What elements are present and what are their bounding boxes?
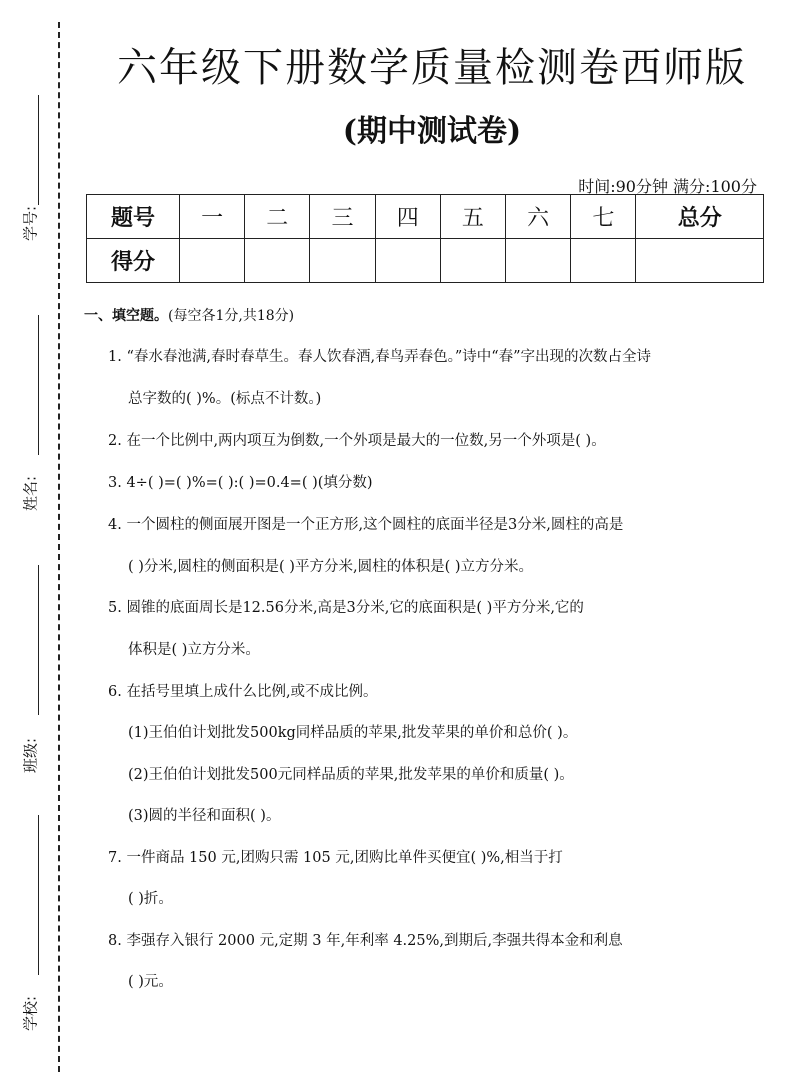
question-6-part-1: (1)王伯伯计划批发500kg同样品质的苹果,批发苹果的单价和总价( )。 — [128, 725, 578, 741]
score-table — [86, 194, 764, 283]
school-field[interactable] — [10, 815, 54, 1035]
question-3: 3. 4÷( )=( )%=( ):( )=0.4=( )(填分数) — [108, 475, 373, 491]
column-header: 五 — [440, 195, 505, 239]
question-8-line-1: 8. 李强存入银行 2000 元,定期 3 年,年利率 4.25%,到期后,李强共得本金和利息 — [108, 933, 623, 949]
section-note: (每空各1分,共18分) — [168, 308, 295, 324]
student-id-label: 学号: — [21, 205, 40, 242]
column-header: 四 — [375, 195, 440, 239]
question-1-line-1: 1. “春水春池满,春时春草生。春人饮春酒,春鸟弄春色。”诗中“春”字出现的次数占全诗 — [108, 349, 652, 365]
question-4-line-1: 4. 一个圆柱的侧面展开图是一个正方形,这个圆柱的底面半径是3分米,圆柱的高是 — [108, 517, 624, 533]
name-label: 姓名: — [21, 475, 40, 512]
section-heading — [84, 305, 294, 325]
binding-margin — [0, 0, 70, 1072]
section-title: 一、填空题。 — [84, 308, 168, 324]
score-label: 得分 — [87, 239, 180, 283]
score-cell[interactable] — [245, 239, 310, 283]
question-5-line-1: 5. 圆锥的底面周长是12.56分米,高是3分米,它的底面积是( )平方分米,它的 — [108, 600, 584, 616]
score-cell[interactable] — [636, 239, 764, 283]
column-header: 六 — [506, 195, 571, 239]
school-underline — [38, 815, 39, 975]
question-5-line-2: 体积是( )立方分米。 — [128, 642, 260, 658]
question-6-part-3: (3)圆的半径和面积( )。 — [128, 808, 281, 824]
question-4-line-2: ( )分米,圆柱的侧面积是( )平方分米,圆柱的体积是( )立方分米。 — [128, 559, 533, 575]
question-number-label: 题号 — [87, 195, 180, 239]
question-1-line-2: 总字数的( )%。(标点不计数。) — [128, 391, 322, 407]
score-cell[interactable] — [310, 239, 375, 283]
score-cell[interactable] — [506, 239, 571, 283]
column-header: 一 — [180, 195, 245, 239]
name-field[interactable] — [10, 315, 54, 515]
class-field[interactable] — [10, 565, 54, 775]
score-cell[interactable] — [180, 239, 245, 283]
binding-dashed-line — [58, 22, 60, 1072]
name-underline — [38, 315, 39, 455]
student-id-underline — [38, 95, 39, 205]
student-id-field[interactable] — [10, 95, 54, 275]
exam-time-info: 时间:90分钟 满分:100分 — [578, 177, 757, 196]
page-title: 六年级下册数学质量检测卷西师版 — [117, 45, 747, 91]
page-subtitle: (期中测试卷) — [342, 114, 522, 149]
class-label: 班级: — [21, 737, 40, 774]
question-6: 6. 在括号里填上成什么比例,或不成比例。 — [108, 684, 378, 700]
column-header: 总分 — [636, 195, 764, 239]
question-7-line-2: ( )折。 — [128, 891, 173, 907]
column-header: 七 — [571, 195, 636, 239]
score-table-header-row — [87, 195, 764, 239]
score-cell[interactable] — [375, 239, 440, 283]
class-underline — [38, 565, 39, 715]
question-7-line-1: 7. 一件商品 150 元,团购只需 105 元,团购比单件买便宜( )%,相当于打 — [108, 850, 563, 866]
score-cell[interactable] — [440, 239, 505, 283]
question-2: 2. 在一个比例中,两内项互为倒数,一个外项是最大的一位数,另一个外项是( )。 — [108, 433, 606, 449]
question-8-line-2: ( )元。 — [128, 974, 173, 990]
score-cell[interactable] — [571, 239, 636, 283]
column-header: 三 — [310, 195, 375, 239]
column-header: 二 — [245, 195, 310, 239]
question-6-part-2: (2)王伯伯计划批发500元同样品质的苹果,批发苹果的单价和质量( )。 — [128, 767, 574, 783]
score-table-score-row — [87, 239, 764, 283]
school-label: 学校: — [21, 995, 40, 1032]
